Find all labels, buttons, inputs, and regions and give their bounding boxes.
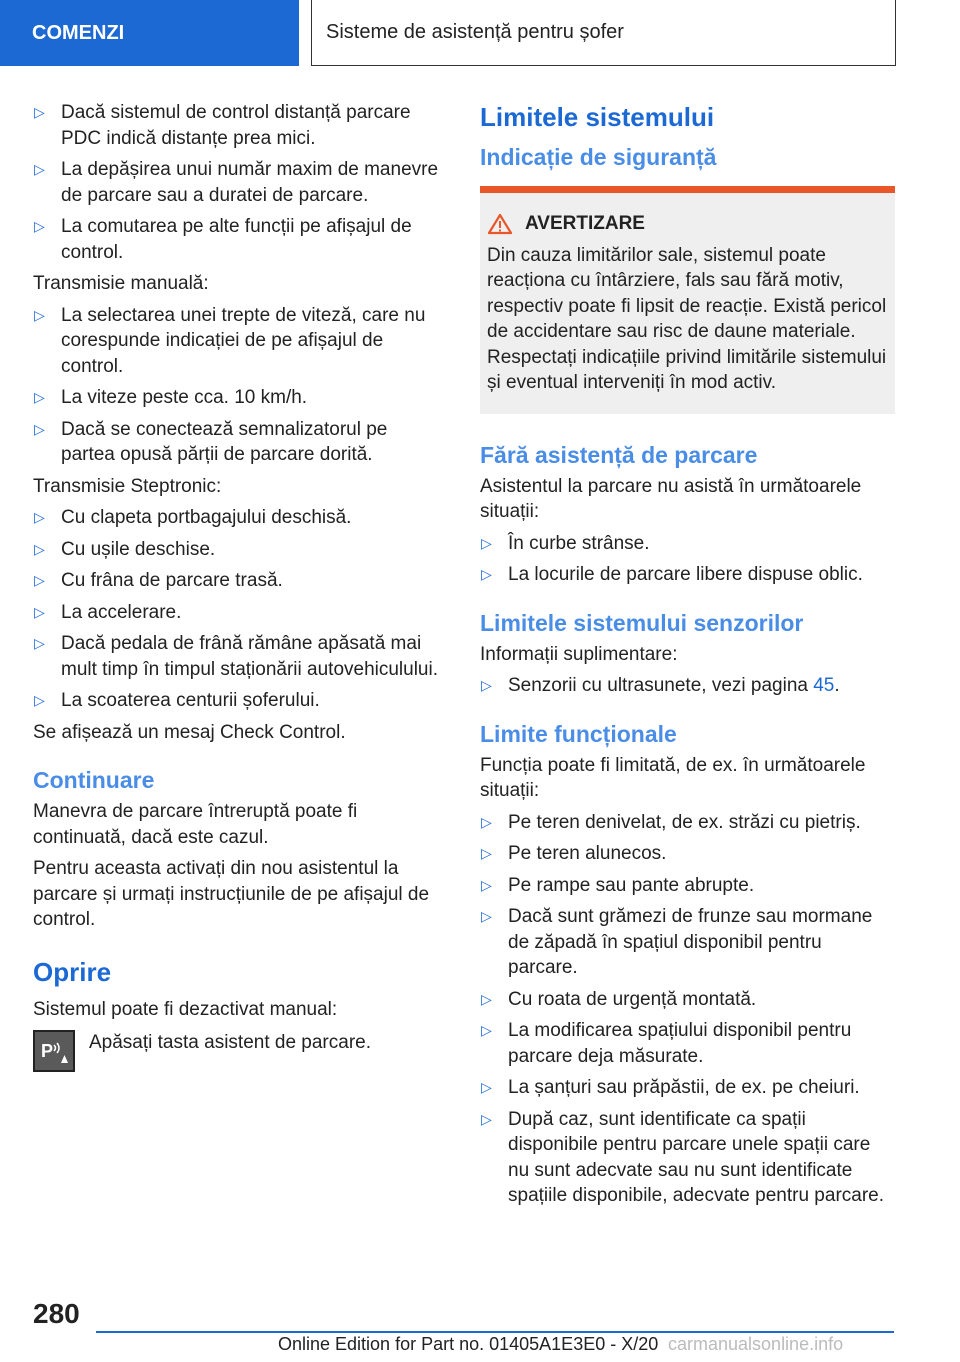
left-column xyxy=(33,100,445,1072)
functional-limits-heading: Limite funcționale xyxy=(480,720,677,747)
triangle-bullet-icon: ▷ xyxy=(34,603,45,620)
triangle-bullet-icon: ▷ xyxy=(34,635,45,651)
triangle-bullet-icon: ▷ xyxy=(481,677,492,693)
triangle-bullet-icon: ▷ xyxy=(481,534,492,551)
triangle-bullet-icon: ▷ xyxy=(34,104,45,120)
triangle-bullet-icon: ▷ xyxy=(481,876,492,893)
continuare-paragraph-2: Pentru aceasta activați din nou asistentul la parcare și urmați instrucțiunile de pe afișajul de control. xyxy=(33,858,430,930)
list-item: ▷ Dacă se conectează semnalizatorul pe partea opusă părții de parcare dorită. xyxy=(34,418,388,465)
list-item: ▷ Pe teren denivelat, de ex. străzi cu pietriș. xyxy=(480,810,895,836)
continuare-paragraph-1: Manevra de parcare întreruptă poate fi continuată, dacă este cazul. xyxy=(33,801,358,848)
triangle-bullet-icon: ▷ xyxy=(34,161,45,177)
page-45-link[interactable]: 45 xyxy=(813,675,835,696)
triangle-bullet-icon: ▷ xyxy=(34,509,45,525)
triangle-bullet-icon: ▷ xyxy=(34,572,45,588)
manual-label: Transmisie manuală: xyxy=(33,273,209,294)
warning-triangle-icon xyxy=(487,213,513,235)
list-item: ▷ La modificarea spațiului disponibil pentru parcare deja măsurate. xyxy=(481,1020,852,1067)
button-instruction: Apăsați tasta asistent de parcare. xyxy=(89,1032,371,1053)
list-item: ▷ Pe teren alunecos. xyxy=(480,841,895,867)
page-header xyxy=(0,0,960,66)
sensor-limits-heading: Limitele sistemului senzorilor xyxy=(480,609,804,636)
oprire-heading: Oprire xyxy=(33,956,112,987)
triangle-bullet-icon: ▷ xyxy=(481,1079,492,1095)
watermark-text: carmanualsonline.info xyxy=(668,1334,844,1354)
warning-text: Din cauza limitărilor sale, sistemul poate reacționa cu întârziere, fals sau fără motiv, respectiv poate fi lipsit de reacție. Există pericol de accidentare sau risc de daune materiale. Respectați indicațiile privind limitările sistemului și eventual interveniți în mod activ. xyxy=(487,244,887,393)
list-item: ▷ Dacă pedala de frână rămâne apăsată mai mult timp în timpul staționării autovehiculului. xyxy=(34,633,439,680)
sensor-paragraph: Informații suplimentare: xyxy=(480,643,678,665)
triangle-bullet-icon: ▷ xyxy=(481,845,492,861)
edition-text: Online Edition for Part no. 01405A1E3E0 - X/20 xyxy=(278,1334,659,1354)
triangle-bullet-icon: ▷ xyxy=(34,692,45,708)
no-assist-list xyxy=(480,531,895,588)
list-item: ▷ La selectarea unei trepte de viteză, care nu corespunde indicației de pe afișajul de control. xyxy=(34,304,426,377)
list-item: ▷ Senzorii cu ultrasunete, vezi pagina 45. xyxy=(480,673,895,699)
triangle-bullet-icon: ▷ xyxy=(34,218,45,234)
triangle-bullet-icon: ▷ xyxy=(481,813,492,830)
list-item: ▷ Cu ușile deschise. xyxy=(33,537,445,563)
list-item: ▷ La depășirea unui număr maxim de manevre de parcare sau a duratei de parcare. xyxy=(34,159,439,206)
triangle-bullet-icon: ▷ xyxy=(34,540,45,557)
list-item: ▷ Pe rampe sau pante abrupte. xyxy=(480,873,895,899)
triangle-bullet-icon: ▷ xyxy=(481,990,492,1007)
list-item: ▷ În curbe strânse. xyxy=(480,531,895,557)
parking-assist-button-row xyxy=(33,1030,445,1072)
continuare-heading: Continuare xyxy=(33,767,155,793)
triangle-bullet-icon: ▷ xyxy=(481,566,492,582)
list-3 xyxy=(33,505,445,714)
list-item: ▷ La scoaterea centurii șoferului. xyxy=(33,688,445,714)
triangle-bullet-icon: ▷ xyxy=(34,420,45,437)
triangle-bullet-icon: ▷ xyxy=(481,908,492,924)
chapter-title: Sisteme de asistență pentru șofer xyxy=(311,0,896,66)
footer-divider xyxy=(96,1331,894,1333)
functional-list xyxy=(480,810,895,1209)
list-item: ▷ La accelerare. xyxy=(33,600,445,626)
list-2 xyxy=(33,303,445,468)
svg-text:P: P xyxy=(41,1041,54,1061)
list-1 xyxy=(33,100,445,265)
sensor-list xyxy=(480,673,895,699)
functional-paragraph: Funcția poate fi limitată, de ex. în următoarele situații: xyxy=(480,754,866,801)
triangle-bullet-icon: ▷ xyxy=(34,306,45,323)
steptronic-label: Transmisie Steptronic: xyxy=(33,475,222,497)
right-column xyxy=(480,100,895,1215)
no-assist-paragraph: Asistentul la parcare nu asistă în următoarele situații: xyxy=(480,475,862,522)
list-item: ▷ Cu frâna de parcare trasă. xyxy=(33,568,445,594)
list-item: ▷ La șanțuri sau prăpăstii, de ex. pe cheiuri. xyxy=(480,1075,895,1101)
list-item: ▷ Cu clapeta portbagajului deschisă. xyxy=(33,505,445,531)
list-item: ▷ Cu roata de urgență montată. xyxy=(480,987,895,1013)
system-limits-heading: Limitele sistemului xyxy=(480,102,715,132)
triangle-bullet-icon: ▷ xyxy=(481,1110,492,1127)
no-assist-heading: Fără asistență de parcare xyxy=(480,441,758,468)
list-item: ▷ Dacă sunt grămezi de frunze sau mormane de zăpadă în spațiul disponibil pentru parcare. xyxy=(481,906,873,978)
list-item: ▷ La viteze peste cca. 10 km/h. xyxy=(33,385,445,411)
triangle-bullet-icon: ▷ xyxy=(481,1022,492,1038)
list-item: ▷ După caz, sunt identificate ca spații disponibile pentru parcare unele spații care nu sunt adecvate sau nu sunt identificate spațiile disponibile, adecvate pentru parcare. xyxy=(481,1108,885,1206)
warning-box xyxy=(480,186,895,414)
oprire-paragraph: Sistemul poate fi dezactivat manual: xyxy=(33,998,338,1020)
triangle-bullet-icon: ▷ xyxy=(34,389,45,405)
page-number: 280 xyxy=(33,1298,80,1329)
check-control-text: Se afișează un mesaj Check Control. xyxy=(33,721,346,743)
parking-assistant-button-icon xyxy=(33,1030,75,1072)
safety-heading: Indicație de siguranță xyxy=(480,144,717,170)
section-tab: COMENZI xyxy=(0,0,299,66)
list-item: ▷ La comutarea pe alte funcții pe afișajul de control. xyxy=(34,216,412,263)
warning-title: AVERTIZARE xyxy=(487,211,887,237)
list-item: ▷ La locurile de parcare libere dispuse oblic. xyxy=(480,562,895,588)
list-item: ▷ Dacă sistemul de control distanță parcare PDC indică distanțe prea mici. xyxy=(34,102,411,149)
